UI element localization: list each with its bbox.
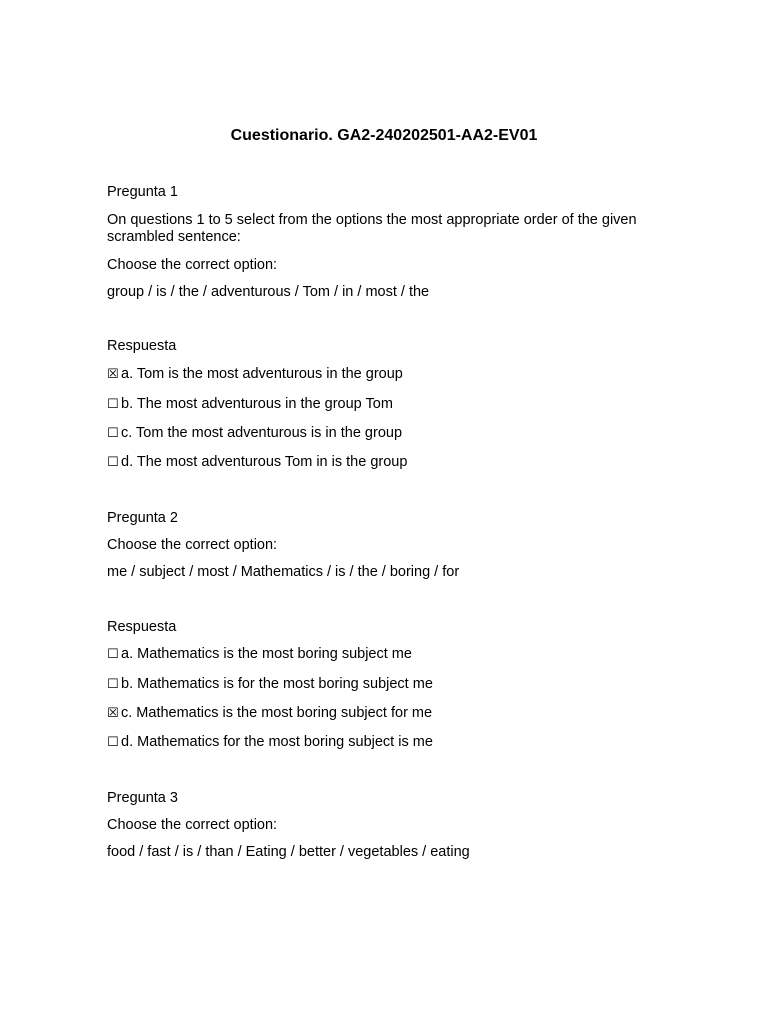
question-1-answer-label: Respuesta bbox=[107, 338, 177, 354]
question-1-scrambled: group / is / the / adventurous / Tom / in / most / the bbox=[107, 284, 430, 300]
unchecked-box-icon: ☐ bbox=[107, 455, 119, 470]
question-1-option-b bbox=[107, 396, 393, 413]
question-3-scrambled: food / fast / is / than / Eating / better / vegetables / eating bbox=[107, 844, 470, 860]
option-text: c. Mathematics is the most boring subject for me bbox=[121, 705, 433, 721]
checked-box-icon: ☒ bbox=[107, 367, 119, 382]
question-2-answer-label: Respuesta bbox=[107, 619, 177, 635]
question-3-prompt: Choose the correct option: bbox=[107, 817, 278, 833]
question-2-option-c bbox=[107, 705, 432, 722]
question-1-option-d bbox=[107, 454, 407, 471]
question-1-prompt: Choose the correct option: bbox=[107, 257, 278, 273]
option-text: a. Tom is the most adventurous in the group bbox=[121, 366, 403, 382]
question-1-option-a bbox=[107, 366, 403, 383]
option-text: d. Mathematics for the most boring subject is me bbox=[121, 734, 433, 750]
question-1-label: Pregunta 1 bbox=[107, 184, 178, 200]
unchecked-box-icon: ☐ bbox=[107, 677, 119, 692]
option-text: c. Tom the most adventurous is in the group bbox=[121, 425, 403, 441]
question-2-option-a bbox=[107, 646, 412, 663]
option-text: b. The most adventurous in the group Tom bbox=[121, 396, 393, 412]
question-2-label: Pregunta 2 bbox=[107, 510, 178, 526]
document-title: Cuestionario. GA2-240202501-AA2-EV01 bbox=[230, 127, 538, 144]
option-text: d. The most adventurous Tom in is the group bbox=[121, 454, 408, 470]
checked-box-icon: ☒ bbox=[107, 706, 119, 721]
question-1-instruction: On questions 1 to 5 select from the options the most appropriate order of the given scrambled sentence: bbox=[107, 212, 637, 245]
option-text: b. Mathematics is for the most boring subject me bbox=[121, 676, 433, 692]
question-2-scrambled: me / subject / most / Mathematics / is / the / boring / for bbox=[107, 564, 460, 580]
question-2-prompt: Choose the correct option: bbox=[107, 537, 278, 553]
question-2-option-d bbox=[107, 734, 433, 751]
unchecked-box-icon: ☐ bbox=[107, 735, 119, 750]
question-2-option-b bbox=[107, 676, 433, 693]
unchecked-box-icon: ☐ bbox=[107, 426, 119, 441]
unchecked-box-icon: ☐ bbox=[107, 397, 119, 412]
question-1-option-c bbox=[107, 425, 402, 442]
unchecked-box-icon: ☐ bbox=[107, 647, 119, 662]
option-text: a. Mathematics is the most boring subject me bbox=[121, 646, 412, 662]
question-3-label: Pregunta 3 bbox=[107, 790, 178, 806]
